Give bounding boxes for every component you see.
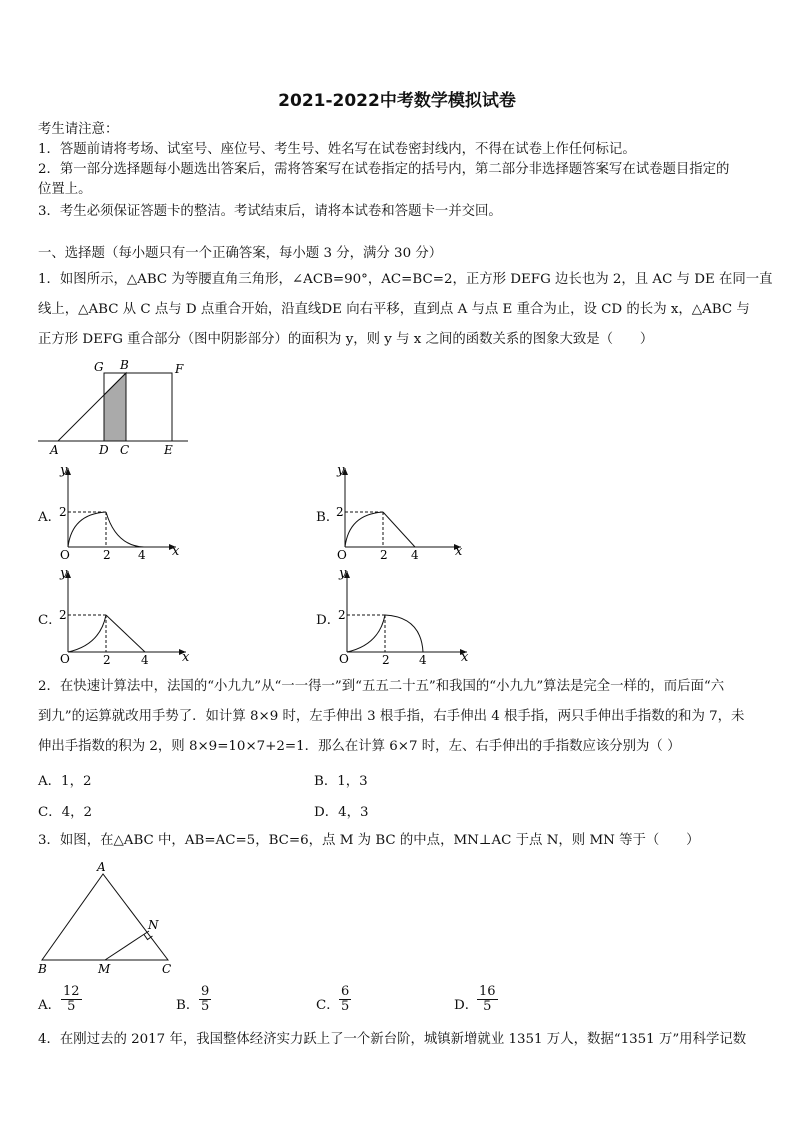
y-tick-2: 2 [338, 608, 346, 622]
y-tick-2: 2 [59, 505, 67, 519]
x-tick-2: 2 [103, 548, 111, 562]
y-tick-2: 2 [59, 608, 67, 622]
x-tick-4: 4 [141, 653, 149, 665]
page-title: 2021-2022中考数学模拟试卷 [278, 91, 516, 111]
x-tick-2: 2 [380, 548, 388, 562]
label-b: B [38, 962, 47, 976]
x-tick-2: 2 [382, 653, 390, 665]
label-a: A [50, 443, 59, 457]
denominator: 5 [67, 999, 76, 1014]
q3-triangle-figure [36, 858, 186, 980]
label-n: N [148, 918, 159, 932]
q1-option-b-graph [335, 462, 470, 562]
question-1-line: 1．如图所示，△ABC 为等腰直角三角形，∠ACB=90°，AC=BC=2，正方形 DEFG 边长也为 2，且 AC 与 DE 在同一直 [38, 272, 773, 287]
notice-item: 位置上。 [38, 182, 92, 197]
question-3-text: 3．如图，在△ABC 中，AB=AC=5，BC=6，点 M 为 BC 的中点，MN⊥AC 于点 N，则 MN 等于（ ） [38, 833, 700, 848]
q3-option-c-label[interactable]: C． [316, 998, 340, 1013]
axis-x-label: x [172, 544, 180, 559]
notice-item: 2．第一部分选择题每小题选出答案后，需将答案写在试卷指定的括号内，第二部分非选择题答案写在试卷题目指定的 [38, 162, 730, 177]
label-c: C [120, 443, 130, 457]
axis-y-label: y [337, 463, 345, 478]
q3-option-b-label[interactable]: B． [176, 998, 200, 1013]
section-heading: 一、选择题（每小题只有一个正确答案，每小题 3 分，满分 30 分） [38, 246, 443, 261]
label-b: B [120, 358, 129, 372]
axis-x-label: x [455, 544, 463, 559]
q2-option-d[interactable]: D．4，3 [314, 805, 369, 820]
q3-option-a-fraction [61, 985, 82, 1014]
label-e: E [164, 443, 173, 457]
x-tick-2: 2 [103, 653, 111, 665]
q3-option-d-label[interactable]: D． [454, 998, 479, 1013]
q1-option-a-graph [58, 462, 188, 562]
question-1-line: 线上，△ABC 从 C 点与 D 点重合开始，沿直线DE 向右平移，直到点 A 与点 E 重合为止，设 CD 的长为 x，△ABC 与 [38, 302, 750, 317]
denominator: 5 [201, 999, 210, 1014]
q1-option-a-label[interactable]: A． [38, 510, 62, 525]
y-tick-2: 2 [336, 505, 344, 519]
segment-mn [105, 931, 149, 960]
notice-item: 3．考生必须保证答题卡的整洁。考试结束后，请将本试卷和答题卡一并交回。 [38, 204, 502, 219]
shaded-overlap [104, 373, 126, 441]
q3-option-c-fraction [339, 985, 351, 1014]
question-1-line: 正方形 DEFG 重合部分（图中阴影部分）的面积为 y，则 y 与 x 之间的函数关系的图象大致是（ ） [38, 332, 654, 347]
numerator: 12 [63, 984, 80, 999]
axis-x-label: x [461, 650, 469, 665]
label-d: D [99, 443, 109, 457]
question-2-line: 2．在快速计算法中，法国的“小九九”从“一一得一”到“五五二十五”和我国的“小九九”算法是完全一样的，而后面“六 [38, 679, 725, 694]
origin-label: O [60, 652, 70, 665]
question-2-line: 伸出手指数的积为 2，则 8×9=10×7+2=1．那么在计算 6×7 时，左、右手伸出的手指数应该分别为（ ） [38, 739, 681, 754]
origin-label: O [337, 548, 347, 562]
label-g: G [94, 360, 104, 374]
denominator: 5 [483, 999, 492, 1014]
x-tick-4: 4 [419, 653, 427, 665]
numerator: 9 [201, 984, 210, 999]
notice-item: 1．答题前请将考场、试室号、座位号、考生号、姓名写在试卷密封线内，不得在试卷上作任何标记。 [38, 142, 636, 157]
q3-option-a-label[interactable]: A． [38, 998, 62, 1013]
notice-heading: 考生请注意： [38, 122, 119, 137]
q1-option-d-graph [337, 565, 477, 665]
q1-option-c-graph [58, 565, 198, 665]
origin-label: O [60, 548, 70, 562]
q2-option-a[interactable]: A．1，2 [38, 774, 92, 789]
q1-option-b-label[interactable]: B． [316, 510, 340, 525]
question-4-text: 4．在刚过去的 2017 年，我国整体经济实力跃上了一个新台阶，城镇新增就业 1351 万人，数据“1351 万”用科学记数 [38, 1032, 747, 1047]
denominator: 5 [341, 999, 350, 1014]
q1-option-d-label[interactable]: D． [316, 613, 341, 628]
q2-option-c[interactable]: C．4，2 [38, 805, 93, 820]
axis-y-label: y [60, 566, 68, 581]
origin-label: O [339, 652, 349, 665]
label-a: A [97, 860, 106, 874]
q1-square-triangle-figure [36, 357, 196, 457]
label-m: M [98, 962, 111, 976]
q1-option-c-label[interactable]: C． [38, 613, 62, 628]
right-angle-mark [144, 935, 153, 940]
axis-y-label: y [60, 463, 68, 478]
axis-x-label: x [182, 650, 190, 665]
label-c: C [162, 962, 172, 976]
x-tick-4: 4 [138, 548, 146, 562]
label-f: F [175, 362, 184, 376]
q3-option-d-fraction [477, 985, 498, 1014]
q3-option-b-fraction [199, 985, 211, 1014]
question-2-line: 到九”的运算就改用手势了．如计算 8×9 时，左手伸出 3 根手指，右手伸出 4 根手指，两只手伸出手指数的和为 7，未 [38, 709, 745, 724]
numerator: 6 [341, 984, 350, 999]
x-tick-4: 4 [411, 548, 419, 562]
numerator: 16 [479, 984, 496, 999]
axis-y-label: y [339, 566, 347, 581]
q2-option-b[interactable]: B．1，3 [314, 774, 368, 789]
